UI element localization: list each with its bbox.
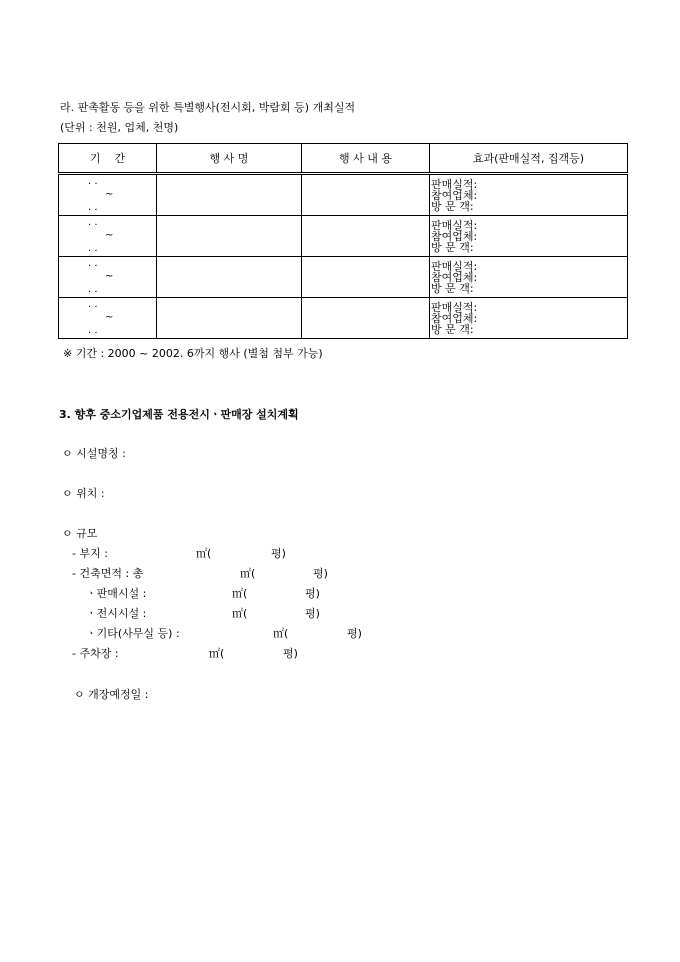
sales-facility-pyeong-unit: 평) bbox=[305, 587, 320, 600]
period-note: ※ 기간 : 2000 ~ 2002. 6까지 행사 (별첨 첨부 가능) bbox=[63, 347, 323, 360]
period-tilde: ~ bbox=[105, 312, 114, 323]
effect-companies: 참여업체: bbox=[431, 188, 478, 202]
building-area-label: - 건축면적 : 총 bbox=[72, 567, 144, 580]
header-effect: 효과(판매실적, 집객등) bbox=[430, 144, 628, 174]
period-tilde: ~ bbox=[105, 189, 114, 200]
event-table bbox=[58, 143, 628, 339]
unit-note: (단위 : 천원, 업체, 천명) bbox=[60, 121, 179, 134]
period-start: . . bbox=[88, 258, 98, 269]
site-sqm-unit: ㎡( bbox=[196, 547, 212, 560]
event-content-cell[interactable] bbox=[302, 174, 430, 216]
effect-cell[interactable] bbox=[430, 216, 628, 257]
building-area-sqm-unit: ㎡( bbox=[240, 567, 256, 580]
opening-date-field[interactable]: ㅇ 개장예정일 : bbox=[74, 688, 149, 701]
exhibit-facility-label: ㆍ전시시설 : bbox=[86, 607, 147, 620]
effect-sales: 판매실적: bbox=[431, 259, 478, 273]
period-start: . . bbox=[88, 217, 98, 228]
table-row bbox=[59, 298, 628, 339]
effect-companies: 참여업체: bbox=[431, 311, 478, 325]
period-tilde: ~ bbox=[105, 271, 114, 282]
event-name-cell[interactable] bbox=[157, 257, 302, 298]
effect-visitors: 방 문 객: bbox=[431, 322, 474, 336]
period-cell[interactable] bbox=[59, 257, 157, 298]
effect-visitors: 방 문 객: bbox=[431, 199, 474, 213]
scale-heading: ㅇ 규모 bbox=[62, 527, 98, 540]
section-3-title: 3. 향후 중소기업제품 전용전시ㆍ판매장 설치계획 bbox=[59, 408, 299, 421]
effect-sales: 판매실적: bbox=[431, 218, 478, 232]
period-tilde: ~ bbox=[105, 230, 114, 241]
table-row bbox=[59, 216, 628, 257]
period-start: . . bbox=[88, 299, 98, 310]
effect-sales: 판매실적: bbox=[431, 300, 478, 314]
other-facility-label: ㆍ기타(사무실 등) : bbox=[86, 627, 180, 640]
event-content-cell[interactable] bbox=[302, 216, 430, 257]
period-end: . . bbox=[88, 243, 98, 254]
period-end: . . bbox=[88, 284, 98, 295]
facility-name-field[interactable]: ㅇ 시설명칭 : bbox=[62, 447, 126, 460]
effect-companies: 참여업체: bbox=[431, 270, 478, 284]
header-event-content: 행 사 내 용 bbox=[302, 144, 430, 174]
section-title: 라. 판촉활동 등을 위한 특별행사(전시회, 박람회 등) 개최실적 bbox=[60, 101, 356, 114]
effect-cell[interactable] bbox=[430, 298, 628, 339]
effect-companies: 참여업체: bbox=[431, 229, 478, 243]
other-facility-pyeong-unit: 평) bbox=[347, 627, 362, 640]
period-end: . . bbox=[88, 202, 98, 213]
sales-facility-sqm-unit: ㎡( bbox=[232, 587, 248, 600]
event-content-cell[interactable] bbox=[302, 257, 430, 298]
parking-sqm-unit: ㎡( bbox=[209, 647, 225, 660]
site-label: - 부지 : bbox=[72, 547, 108, 560]
exhibit-facility-pyeong-unit: 평) bbox=[305, 607, 320, 620]
building-area-pyeong-unit: 평) bbox=[313, 567, 328, 580]
exhibit-facility-sqm-unit: ㎡( bbox=[232, 607, 248, 620]
period-cell[interactable] bbox=[59, 216, 157, 257]
sales-facility-label: ㆍ판매시설 : bbox=[86, 587, 147, 600]
header-event-name: 행 사 명 bbox=[157, 144, 302, 174]
header-period: 기 간 bbox=[59, 144, 157, 174]
effect-cell[interactable] bbox=[430, 257, 628, 298]
period-cell[interactable] bbox=[59, 298, 157, 339]
period-end: . . bbox=[88, 325, 98, 336]
table-row bbox=[59, 174, 628, 216]
table-header-row bbox=[59, 144, 628, 174]
effect-sales: 판매실적: bbox=[431, 177, 478, 191]
event-name-cell[interactable] bbox=[157, 174, 302, 216]
event-name-cell[interactable] bbox=[157, 298, 302, 339]
event-content-cell[interactable] bbox=[302, 298, 430, 339]
site-pyeong-unit: 평) bbox=[271, 547, 286, 560]
table-row bbox=[59, 257, 628, 298]
parking-label: - 주차장 : bbox=[72, 647, 119, 660]
effect-visitors: 방 문 객: bbox=[431, 240, 474, 254]
other-facility-sqm-unit: ㎡( bbox=[273, 627, 289, 640]
effect-visitors: 방 문 객: bbox=[431, 281, 474, 295]
event-name-cell[interactable] bbox=[157, 216, 302, 257]
period-start: . . bbox=[88, 176, 98, 187]
location-field[interactable]: ㅇ 위치 : bbox=[62, 487, 105, 500]
effect-cell[interactable] bbox=[430, 174, 628, 216]
period-cell[interactable] bbox=[59, 174, 157, 216]
parking-pyeong-unit: 평) bbox=[283, 647, 298, 660]
